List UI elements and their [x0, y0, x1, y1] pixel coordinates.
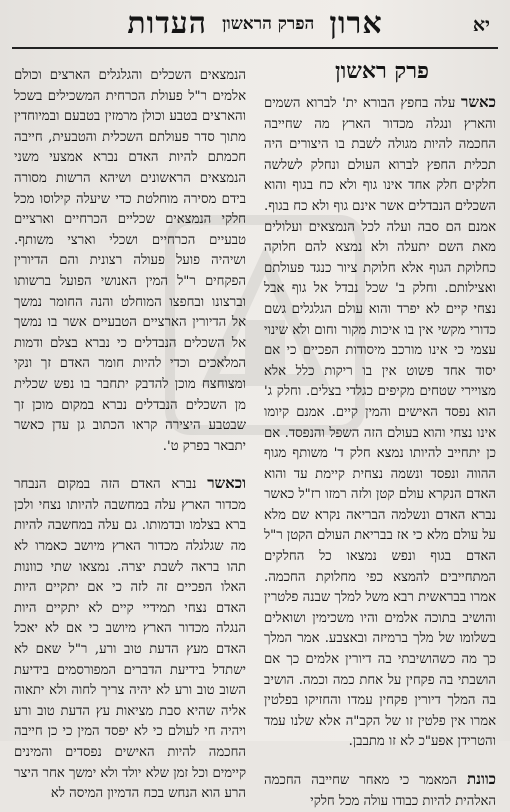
header-rule — [12, 47, 498, 49]
paragraph-text: עלה בחפץ הבורא ית' לברוא השמים והארץ ונגלה מכדור הארץ מה שחייבה החכמה להיות מגולה לשבת בו היצורים היה תכלית החפץ לברוא העולם ונחלק לשלשה חלקים חלק אחד אינו גוף ולא כח בגוף והוא השכלים הנבדלים אשר אינם גוף ולא כח בגוף. אמנם הם סבה ועלה לכל הנמצאים ועלולים מאת השם יתעלה ולא נמצא להם חלוקה כחלוקת הגוף אלא חלוקת ציור כנגד פעולתם ואצילותם. וחלק ב' שכל נבדל אל גוף אבל נצחי קיים לא יפרד והוא עולם הגלגלים גשם כדורי מקשי אין בו איכות מקור וחום ולא שינוי עצמי כי אינו מורכב מיסודות הפכיים כי אם יסוד אחד פשוט אין בו ריקות כלל אלא מצויירי שטחים מקיפים כגלדי בצלים. וחלק ג' הוא נפסד האישים והמין קיים. אמנם קיומו אינו נצחי והוא בעולם הזה השפל והנפסד. אם כן יתחייב להיותו נמצא חלק ד' משותף מגוף ההווה ונפסד ונשמה נצחית קיימת עד והוא האדם הנקרא עולם קטן ולזה רמזו רז"ל כאשר נברא האדם ונשלמה הבריאה נקרא שם מלא על עולם מלא כי אז בבריאת העולם הקטן ר"ל האדם בגוף ונפש נמצאו כל החלקים המתחייבים להמצא כפי מחלוקת החכמה. אמרו בבראשית רבא משל למלך שבנה פלטרין והושיב בתוכה אלמים והיו משכימין ושואלים בשלומו של מלך ברמיזה ובאצבע. אמר המלך כך מה כשהושיבתי בה דיורין אלמים כך אם הושבתי בה פקחין על אחת כמה וכמה. הושיב בה המלך דיורין פקחין עמדו והחזיקו בפלטין אמרו אין פלטין זו של הקב"ה אלא שלנו עמד והטרידן אפע"כ לא זו מתבבן. — [264, 96, 496, 750]
header-book-title-first: ארון — [329, 6, 383, 41]
paragraph-vekasher — [14, 473, 246, 805]
paragraph-lead-word: כאשר — [461, 93, 496, 111]
paragraph-hanimtzaim — [14, 66, 246, 457]
page-number: יא — [472, 14, 490, 36]
right-column — [264, 92, 496, 812]
left-column — [14, 66, 246, 805]
paragraph-kavanat — [264, 769, 496, 812]
paragraph-lead-word: וכאשר — [207, 474, 246, 493]
chapter-heading: פרק ראשון — [335, 58, 429, 84]
paragraph-text: המאמר כי מאחר שחייבה החכמה האלהית להיות כבודו עולה מכל חלקי — [264, 773, 496, 809]
running-header — [14, 6, 496, 46]
paragraph-text: הנמצאים השכלים והגלגלים הארצים וכולם אלמים ר"ל פעולת הכרחית המשכילים בשכל והארצים בטבע וכולן מרמזין בטבעם ובמיוחדין מתוך סדר פעולתם השכלית והטבעית, חייבה חכמתם להיות האדם נברא אמצעי משני הנמצאים הראשונים ושיהא הרשות מסורה בידם מסירה מוחלטת כדי שיעלה קילוסו מכל חלקי הנמצאים שכליים הכרחיים וארציים טבעיים הכרחיים ושכלי וארצי משותף. ושיהיה פועל פעולה רצונית והם הדיורין הפקחים ר"ל המין האנושי הפועל ברשותו וברצונו ובחפצו המוחלט והנה החומר נמשך אל הדיורין הארציים הטבעיים אשר בו נמשך אל השכלים הנבדלים כי נברא בצלם ודמות המלאכים וכדי להיות חומר האדם זך ונקי ומצוחצח מוכן להדבק יתחבר בו נפש שכלית מן השכלים הנבדלים נברא במקום מוכן זך שבטבע היצירה קראו הכתוב גן עדן כאשר יתבאר בפרק ט'. — [14, 68, 246, 454]
header-chapter-label: הפרק הראשון — [222, 14, 315, 34]
paragraph-lead-word: כוונת — [466, 770, 496, 788]
header-title — [14, 6, 496, 41]
header-book-title-second: העדות — [127, 6, 207, 41]
paragraph-kasher — [264, 92, 496, 753]
paragraph-text: נברא האדם הזה במקום הנבחר מכדור הארץ עלה במחשבה להיותו נצחי ולכן ברא בצלמו ובדמותו. גם עלה במחשבה להיות מה שגלגלה מכדור הארץ מיושב כאמרו לא תהו בראה לשבת יצרה. נמצאו שתי כוונות האלו הפכיים זה לזה כי אם יתקיים היות האדם נצחי תמידיי קיים לא יתקיים היות הנגלה מכדור הארץ מיושב כי אם לא יאכל האדם מעץ הדעת טוב ורע, ר"ל שאם לא ישתדל בידיעת הדברים המפורסמים בידיעת השוב טוב ורע לא יהיה צריך לחוה ולא יתאוה אליה שהיא סבת מציאות עץ הדעת טוב ורע ויהיה חי לעולם כי לא יפסד המין כי כן חייבה החכמה להיות האישים נפסדים והמינים קיימים וכל זמן שלא יולד ולא ימשך אחר היצר הרע הוא הנחש בכח הדמיון המיסה לא — [14, 477, 246, 802]
